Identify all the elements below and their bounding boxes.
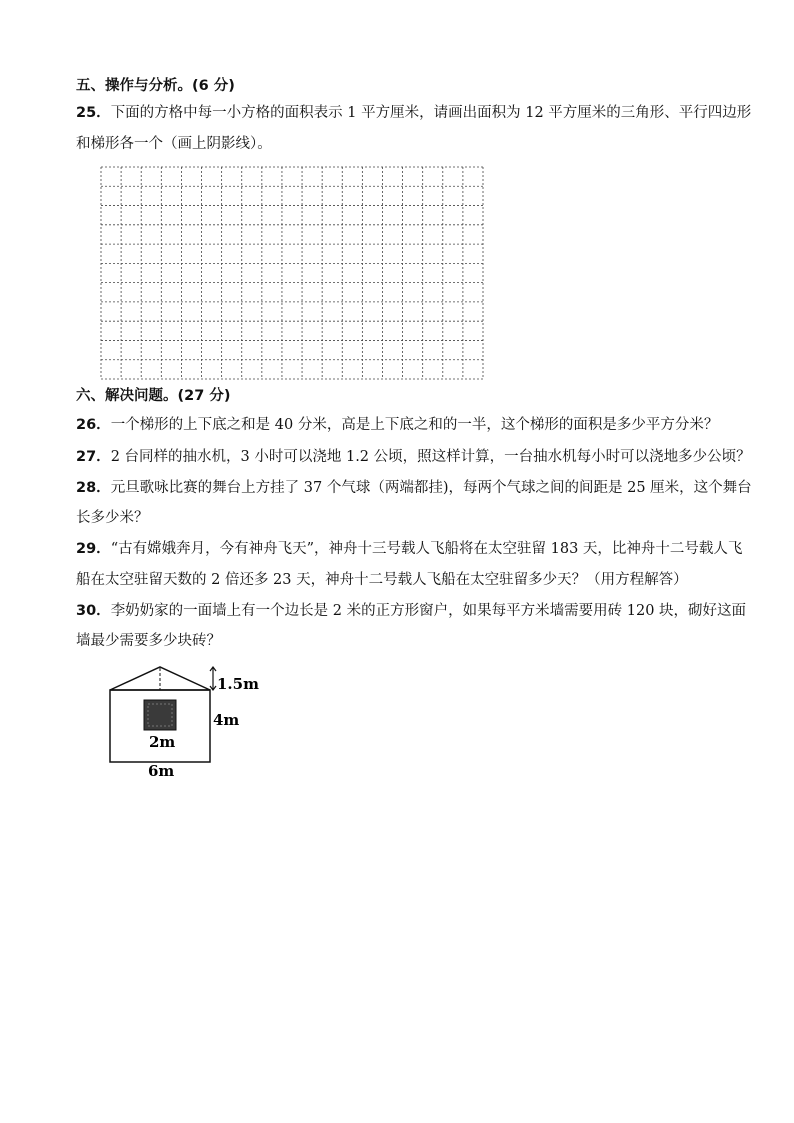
question-27	[76, 448, 751, 466]
section-6-title: 六、解决问题。(27 分)	[76, 388, 231, 404]
wall-figure	[100, 660, 270, 780]
question-27-number: 27．	[76, 449, 111, 465]
window-side-label: 2m	[149, 733, 176, 751]
question-25-text-2: 和梯形各一个（画上阴影线）。	[76, 136, 272, 152]
question-28-text-1: 元旦歌咏比赛的舞台上方挂了 37 个气球（两端都挂)，每两个气球之间的间距是 25 厘米，这个舞台	[110, 480, 752, 496]
question-29-text-1: “古有嫦娥奔月，今有神舟飞天”，神舟十三号载人飞船将在太空驻留 183 天，比神舟十二号载人飞	[110, 541, 743, 557]
question-25-line-1	[76, 104, 751, 122]
wall-width-label: 6m	[148, 762, 175, 780]
wall-height-label: 4m	[213, 711, 240, 729]
question-25-number: 25．	[76, 105, 111, 121]
question-30-text-1: 李奶奶家的一面墙上有一个边长是 2 米的正方形窗户，如果每平方米墙需要用砖 120 块，砌好这面	[110, 603, 747, 619]
question-28-text-2: 长多少米？	[76, 510, 149, 526]
question-30-number: 30．	[76, 603, 111, 619]
question-30-text-2: 墙最少需要多少块砖？	[76, 633, 221, 649]
question-26-number: 26．	[76, 417, 111, 433]
section-5-title: 五、操作与分析。(6 分)	[76, 78, 235, 94]
question-27-text: 2 台同样的抽水机，3 小时可以浇地 1.2 公顷，照这样计算，一台抽水机每小时可以浇地多少公顷？	[110, 449, 751, 465]
question-29-line-1	[76, 540, 742, 558]
question-26	[76, 416, 718, 434]
question-30-line-1	[76, 602, 746, 620]
question-26-text: 一个梯形的上下底之和是 40 分米，高是上下底之和的一半，这个梯形的面积是多少平方分米？	[110, 417, 719, 433]
answer-grid[interactable]	[100, 166, 484, 380]
question-25-text-1: 下面的方格中每一小方格的面积表示 1 平方厘米，请画出面积为 12 平方厘米的三角形、平行四边形	[110, 105, 752, 121]
question-28-number: 28．	[76, 480, 111, 496]
question-29-text-2: 船在太空驻留天数的 2 倍还多 23 天，神舟十二号载人飞船在太空驻留多少天？（用方程解答）	[76, 572, 688, 588]
question-29-number: 29．	[76, 541, 111, 557]
question-28-line-1	[76, 479, 752, 497]
roof-height-label: 1.5m	[217, 675, 259, 693]
